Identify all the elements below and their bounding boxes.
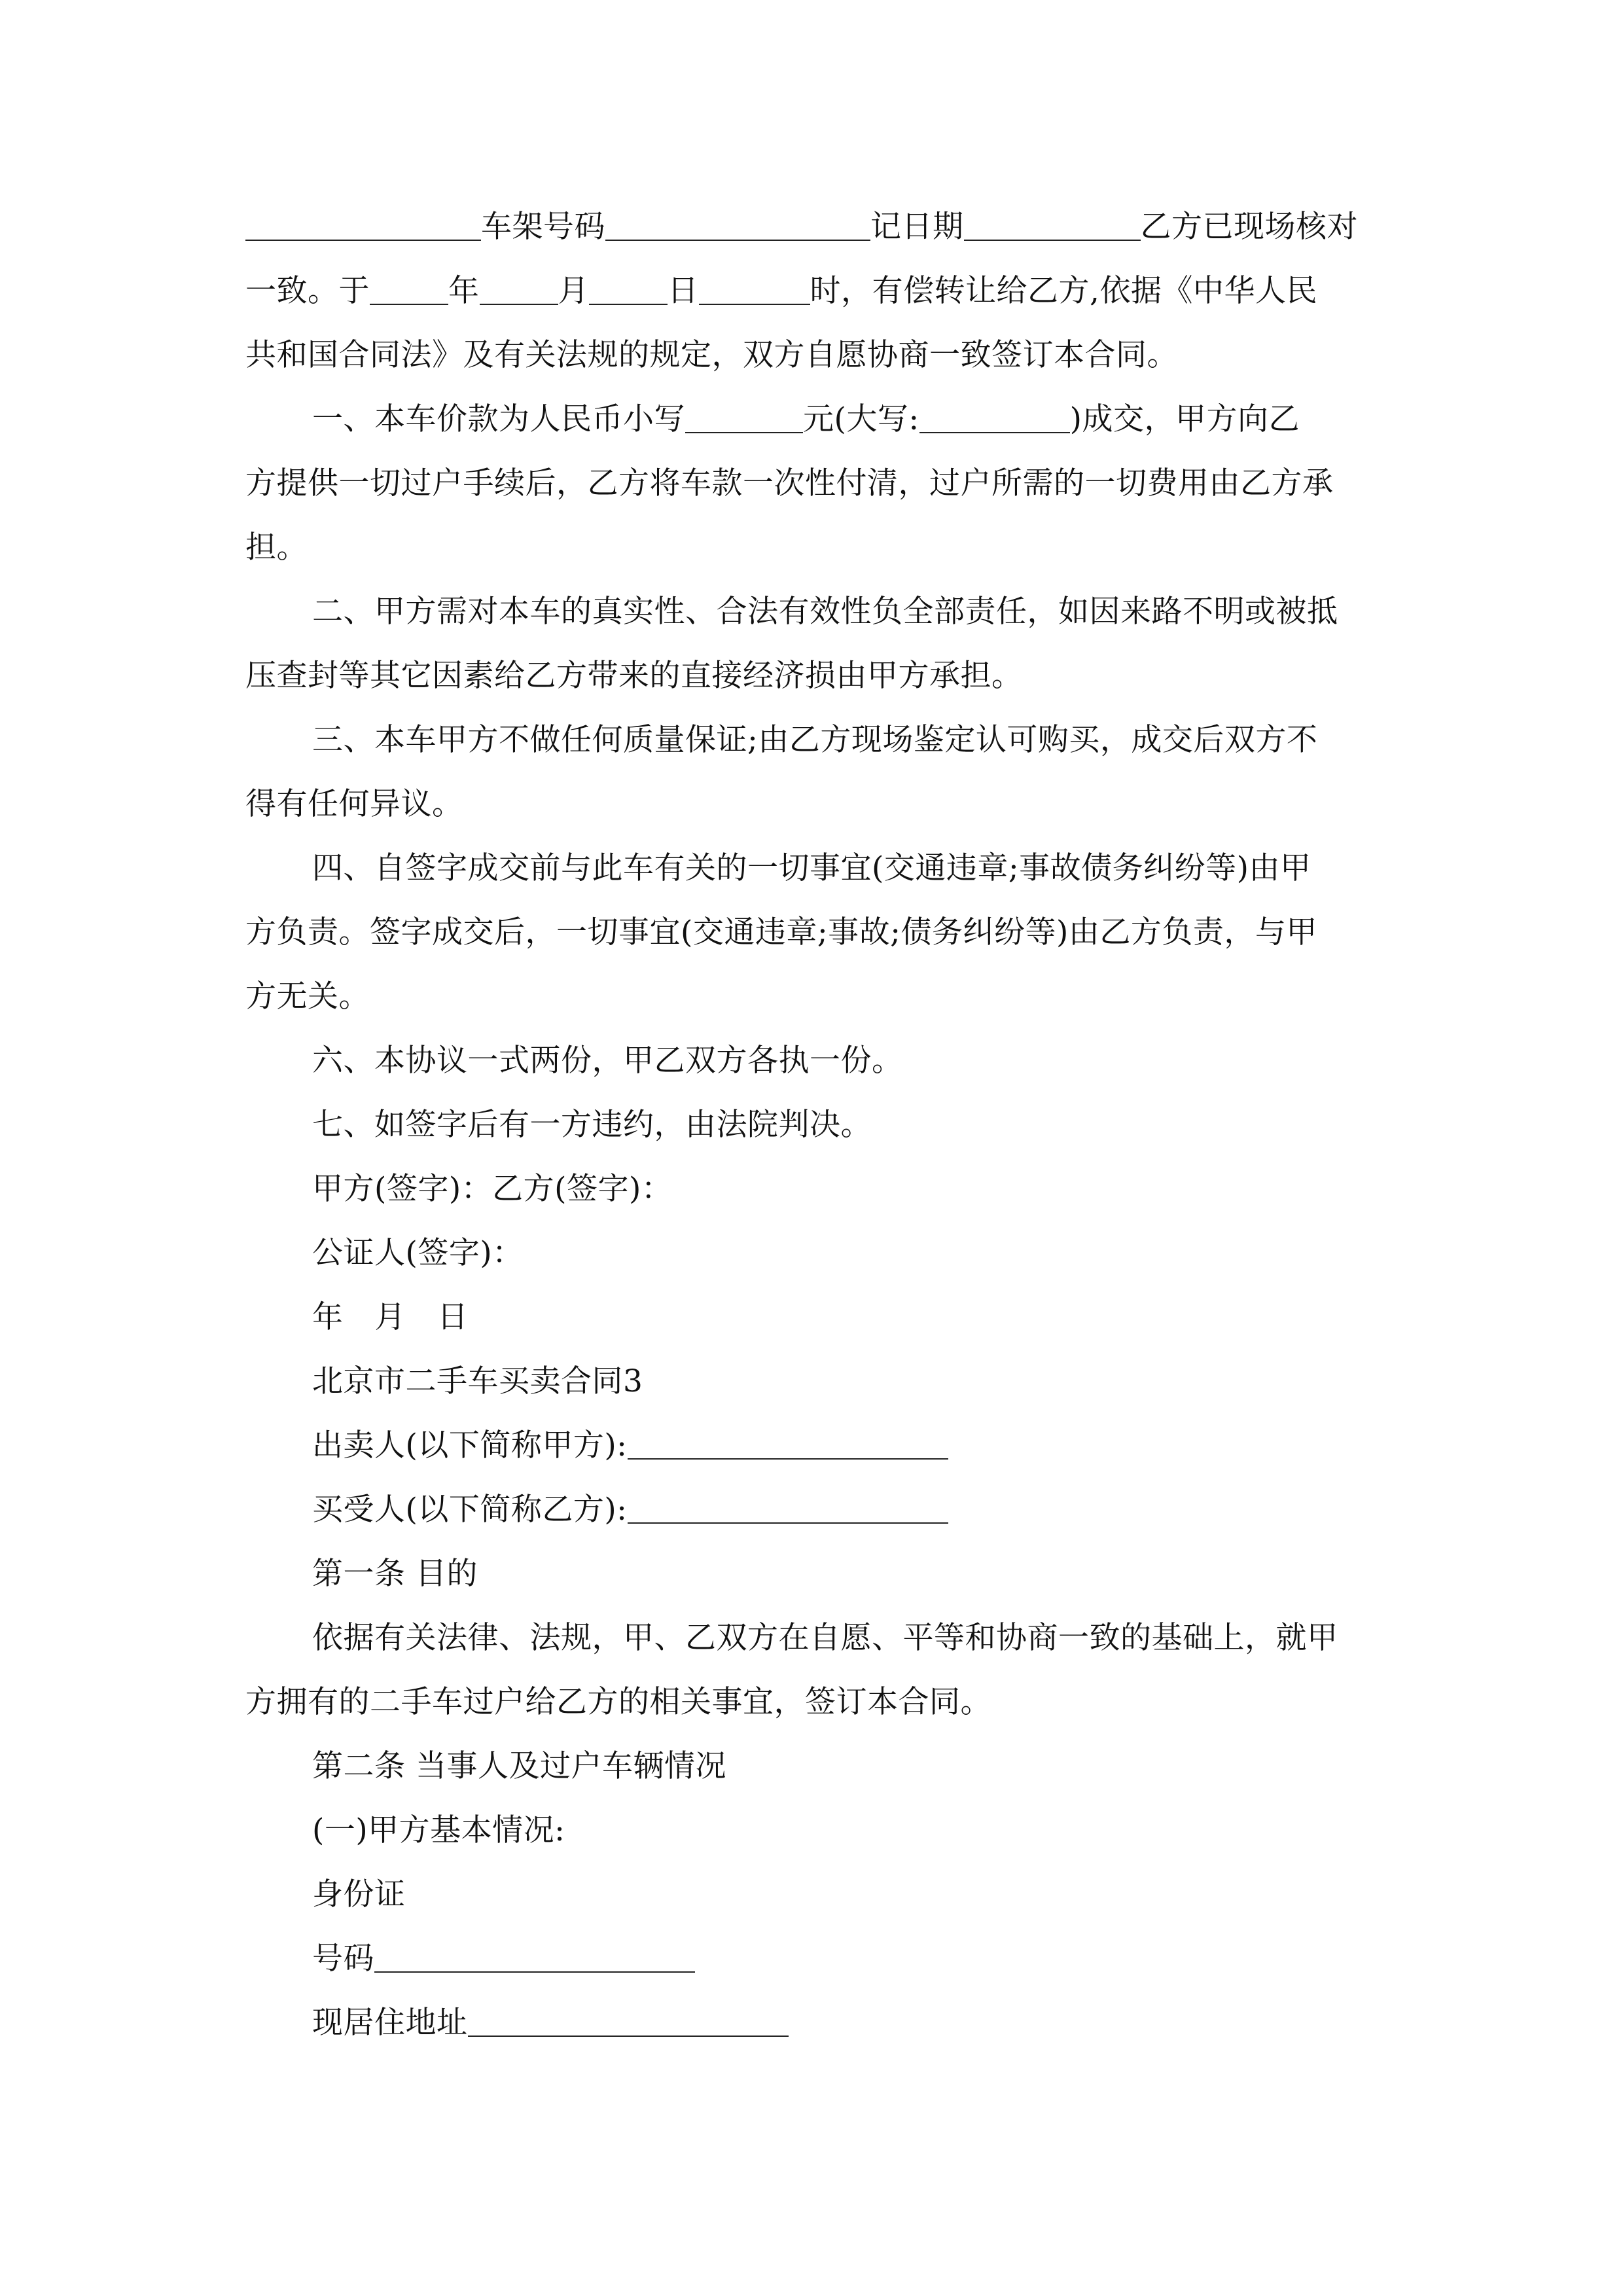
blank-field <box>589 275 668 305</box>
text-fragment: 月 <box>374 1299 406 1335</box>
buyer-line <box>245 1478 1379 1542</box>
text-fragment: 年 <box>448 273 480 309</box>
text-fragment: 出卖人(以下简称甲方): <box>312 1427 628 1463</box>
blank-field <box>699 275 810 305</box>
blank-field <box>919 403 1070 433</box>
clause-4-line: 四、自签字成交前与此车有关的一切事宜(交通违章;事故债务纠纷等)由甲 <box>312 850 1311 886</box>
blank-field <box>964 211 1141 241</box>
paragraph-line: 担。 <box>245 529 308 565</box>
blank-field <box>685 403 803 433</box>
verified-text: 乙方已现场核对 <box>1140 209 1358 245</box>
blank-field <box>605 211 870 241</box>
text-fragment: 一致。于 <box>245 273 370 309</box>
id-card-label: 身份证 <box>312 1876 406 1912</box>
paragraph-line: 压查封等其它因素给乙方带来的直接经济损由甲方承担。 <box>245 658 1023 694</box>
contract-3-title: 北京市二手车买卖合同3 <box>312 1363 643 1399</box>
blank-field <box>245 211 481 241</box>
blank-field <box>370 275 448 305</box>
blank-field <box>468 2007 789 2037</box>
paragraph-line: 方拥有的二手车过户给乙方的相关事宜，签订本合同。 <box>245 1684 991 1720</box>
number-line <box>245 1927 1379 1991</box>
blank-field <box>480 275 558 305</box>
vehicle-info-line <box>245 195 1379 259</box>
frame-number-label: 车架号码 <box>481 209 605 245</box>
seller-line <box>245 1414 1379 1478</box>
transfer-date-line <box>245 259 1379 323</box>
paragraph-line: 得有任何异议。 <box>245 786 463 822</box>
text-fragment: 日 <box>668 273 699 309</box>
address-line <box>245 1991 1379 2055</box>
text-fragment: 元(大写: <box>803 401 919 437</box>
paragraph-line: 依据有关法律、法规，甲、乙双方在自愿、平等和协商一致的基础上，就甲 <box>312 1620 1338 1656</box>
notary-signature-line: 公证人(签字)： <box>312 1235 524 1271</box>
contract-body <box>245 195 1379 2055</box>
paragraph-line: 方提供一切过户手续后，乙方将车款一次性付清，过户所需的一切费用由乙方承 <box>245 465 1334 501</box>
article-1-title: 第一条 目的 <box>312 1556 478 1592</box>
clause-6-line: 六、本协议一式两份，甲乙双方各执一份。 <box>312 1043 903 1079</box>
date-line <box>245 1285 1379 1350</box>
clause-1-line <box>245 387 1379 452</box>
register-date-label: 记日期 <box>870 209 964 245</box>
text-fragment: 一、本车价款为人民币小写 <box>312 401 685 437</box>
paragraph-line: 共和国合同法》及有关法规的规定，双方自愿协商一致签订本合同。 <box>245 337 1178 373</box>
text-fragment: 年 <box>312 1299 344 1335</box>
text-fragment: 现居住地址 <box>312 2005 468 2041</box>
text-fragment: 月 <box>558 273 589 309</box>
paragraph-line: 方负责。签字成交后，一切事宜(交通违章;事故;债务纠纷等)由乙方负责，与甲 <box>245 914 1317 950</box>
text-fragment: 号码 <box>312 1941 374 1977</box>
text-fragment: 日 <box>437 1299 469 1335</box>
text-fragment: 时，有偿转让给乙方,依据《中华人民 <box>810 273 1317 309</box>
signature-parties-line: 甲方(签字)：乙方(签字)： <box>312 1171 673 1207</box>
clause-3-line: 三、本车甲方不做任何质量保证;由乙方现场鉴定认可购买，成交后双方不 <box>312 722 1318 758</box>
clause-2-line: 二、甲方需对本车的真实性、合法有效性负全部责任，如因来路不明或被抵 <box>312 594 1338 630</box>
paragraph-line: 方无关。 <box>245 978 370 1014</box>
text-fragment: 买受人(以下简称乙方): <box>312 1492 628 1528</box>
blank-field <box>628 1429 948 1460</box>
clause-7-line: 七、如签字后有一方违约，由法院判决。 <box>312 1107 872 1143</box>
text-fragment: )成交，甲方向乙 <box>1069 401 1300 437</box>
blank-field <box>374 1943 695 1973</box>
party-a-subtitle: (一)甲方基本情况: <box>312 1812 565 1848</box>
article-2-title: 第二条 当事人及过户车辆情况 <box>312 1748 726 1784</box>
blank-field <box>628 1494 948 1524</box>
